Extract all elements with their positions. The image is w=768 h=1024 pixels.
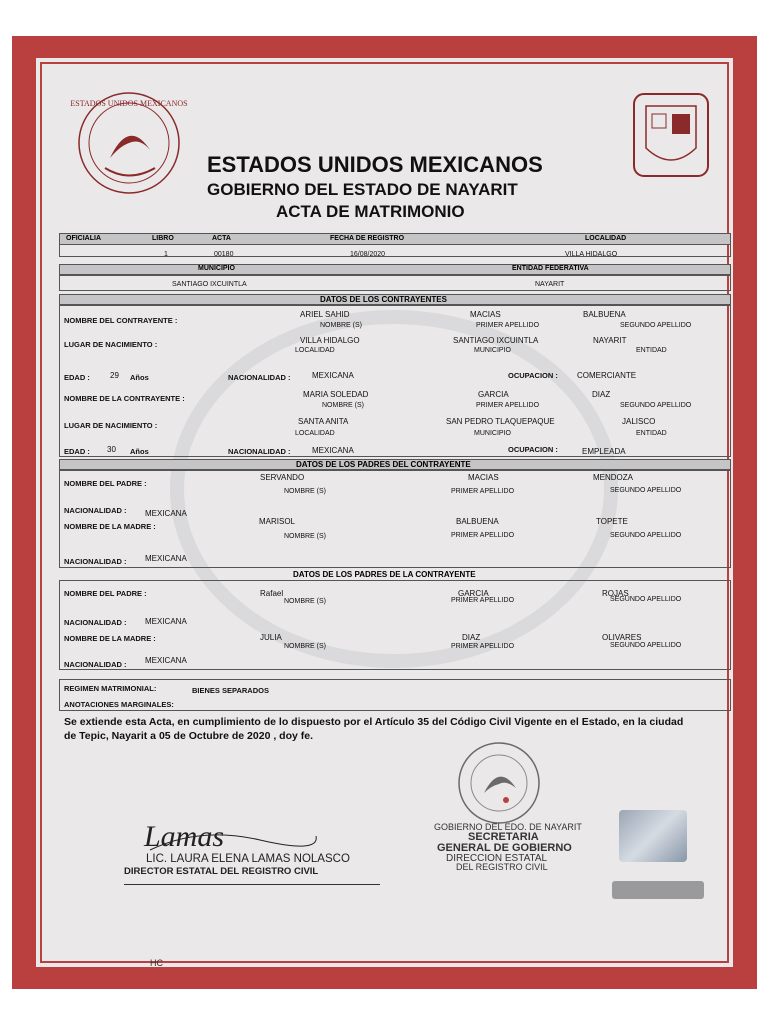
padre-el-nacionalidad: MEXICANA	[145, 509, 187, 518]
entidad-value: NAYARIT	[535, 281, 565, 288]
country-title: ESTADOS UNIDOS MEXICANOS	[207, 152, 543, 177]
madre-la-ap1: DIAZ	[462, 633, 481, 642]
la-mun-label: MUNICIPIO	[474, 430, 511, 437]
certification-line1: Se extiende esta Acta, en cumplimiento de lo dispuesto por el Artículo 35 del Código Civil Vigente en el Estado, en la ciudad	[64, 716, 684, 728]
la-nombre: MARIA SOLEDAD	[303, 390, 369, 399]
la-ap2: DIAZ	[592, 390, 611, 399]
nacionalidad-el-label: NACIONALIDAD :	[228, 373, 291, 382]
el-primer-label: PRIMER APELLIDO	[476, 322, 540, 329]
lugar-el-label: LUGAR DE NACIMIENTO :	[64, 340, 158, 349]
el-mun-label: MUNICIPIO	[474, 347, 511, 354]
madre-la-nombres-label: NOMBRE (S)	[284, 643, 326, 650]
stamp-line4: DIRECCION ESTATAL	[446, 853, 548, 864]
regimen-label: REGIMEN MATRIMONIAL:	[64, 684, 157, 693]
la-nombres-label: NOMBRE (S)	[322, 402, 364, 409]
padre-la-nombres-label: NOMBRE (S)	[284, 598, 326, 605]
stamp-line2: SECRETARIA	[468, 831, 539, 843]
la-segundo-label: SEGUNDO APELLIDO	[620, 402, 692, 409]
la-ap1: GARCIA	[478, 390, 509, 399]
libro-value: 1	[164, 251, 168, 258]
nayarit-shield-logo	[624, 88, 718, 182]
contrayentes-title: DATOS DE LOS CONTRAYENTES	[320, 295, 447, 304]
hologram-sticker	[619, 810, 687, 862]
padre-la-nombre: Rafael	[260, 589, 284, 598]
madre-el-nac-label: NACIONALIDAD :	[64, 557, 127, 566]
el-segundo-label: SEGUNDO APELLIDO	[620, 322, 692, 329]
acta-value: 00180	[214, 251, 234, 258]
padre-la-label: NOMBRE DEL PADRE :	[64, 589, 147, 598]
padre-la-ap1: GARCIA	[458, 589, 489, 598]
la-ent-label: ENTIDAD	[636, 430, 667, 437]
localidad-value: VILLA HIDALGO	[565, 251, 618, 258]
madre-el-nombre: MARISOL	[259, 517, 296, 526]
la-localidad: SANTA ANITA	[298, 417, 349, 426]
signatory-name: LIC. LAURA ELENA LAMAS NOLASCO	[146, 853, 350, 865]
el-entidad: NAYARIT	[593, 336, 627, 345]
padre-la-ap2: ROJAS	[602, 589, 629, 598]
registro-civil-seal	[444, 738, 554, 828]
madre-la-ap2: OLIVARES	[602, 633, 642, 642]
el-ent-label: ENTIDAD	[636, 347, 667, 354]
el-nombres-label: NOMBRE (S)	[320, 322, 362, 329]
madre-la-nac-label: NACIONALIDAD :	[64, 660, 127, 669]
acta-label: ACTA	[212, 235, 231, 242]
padre-el-nombre: SERVANDO	[260, 473, 305, 482]
padre-la-segundo-label: SEGUNDO APELLIDO	[610, 596, 682, 603]
certification-date: 05 de Octubre de 2020	[158, 730, 271, 742]
el-municipio: SANTIAGO IXCUINTLA	[453, 336, 539, 345]
el-ocupacion: COMERCIANTE	[577, 371, 637, 380]
padre-el-label: NOMBRE DEL PADRE :	[64, 479, 147, 488]
madre-el-nacionalidad: MEXICANA	[145, 554, 187, 563]
la-nacionalidad: MEXICANA	[312, 446, 354, 455]
entidad-label: ENTIDAD FEDERATIVA	[512, 265, 589, 272]
padres-el-title: DATOS DE LOS PADRES DEL CONTRAYENTE	[296, 460, 471, 469]
madre-el-segundo-label: SEGUNDO APELLIDO	[610, 532, 682, 539]
nombre-la-label: NOMBRE DE LA CONTRAYENTE :	[64, 394, 185, 403]
el-ap2: BALBUENA	[583, 310, 626, 319]
lugar-la-label: LUGAR DE NACIMIENTO :	[64, 421, 158, 430]
el-nombre: ARIEL SAHID	[300, 310, 350, 319]
la-municipio: SAN PEDRO TLAQUEPAQUE	[446, 417, 555, 426]
padre-el-primer-label: PRIMER APELLIDO	[451, 488, 515, 495]
stamp-line3: GENERAL DE GOBIERNO	[437, 842, 572, 854]
padre-el-ap2: MENDOZA	[593, 473, 633, 482]
padre-la-primer-label: PRIMER APELLIDO	[451, 597, 515, 604]
municipio-header-bar	[59, 264, 731, 275]
stamp-line1: GOBIERNO DEL EDO. DE NAYARIT	[434, 822, 582, 832]
redacted-folio	[612, 881, 704, 899]
signature-mark: Lamas	[144, 820, 225, 853]
fecha-value: 16/08/2020	[350, 251, 386, 258]
document-type-title: ACTA DE MATRIMONIO	[276, 202, 465, 221]
madre-el-ap2: TOPETE	[596, 517, 628, 526]
madre-la-primer-label: PRIMER APELLIDO	[451, 643, 515, 650]
footer-initials: HC	[150, 958, 163, 968]
nombre-el-label: NOMBRE DEL CONTRAYENTE :	[64, 316, 178, 325]
ocupacion-el-label: OCUPACION :	[508, 371, 558, 380]
padre-el-nombres-label: NOMBRE (S)	[284, 488, 326, 495]
svg-text:ESTADOS UNIDOS MEXICANOS: ESTADOS UNIDOS MEXICANOS	[70, 99, 188, 108]
padre-el-segundo-label: SEGUNDO APELLIDO	[610, 487, 682, 494]
madre-el-primer-label: PRIMER APELLIDO	[451, 532, 515, 539]
regimen-value: BIENES SEPARADOS	[192, 686, 269, 695]
la-primer-label: PRIMER APELLIDO	[476, 402, 540, 409]
la-entidad: JALISCO	[622, 417, 656, 426]
registry-values-row	[59, 244, 731, 257]
certification-line2b: , doy fe.	[270, 730, 314, 742]
madre-la-label: NOMBRE DE LA MADRE :	[64, 634, 156, 643]
oficialia-label: OFICIALIA	[66, 235, 101, 242]
madre-el-label: NOMBRE DE LA MADRE :	[64, 522, 156, 531]
localidad-label: LOCALIDAD	[585, 235, 627, 242]
madre-el-ap1: BALBUENA	[456, 517, 499, 526]
la-anos-label: Años	[130, 447, 149, 456]
signature-line	[124, 884, 380, 885]
certification-line2	[64, 730, 313, 742]
padre-la-nacionalidad: MEXICANA	[145, 617, 187, 626]
la-edad: 30	[107, 445, 116, 454]
municipio-label: MUNICIPIO	[198, 265, 235, 272]
madre-la-nacionalidad: MEXICANA	[145, 656, 187, 665]
madre-el-nombres-label: NOMBRE (S)	[284, 533, 326, 540]
padres-la-title: DATOS DE LOS PADRES DE LA CONTRAYENTE	[293, 570, 476, 579]
el-anos-label: Años	[130, 373, 149, 382]
certification-line2a: de Tepic, Nayarit a	[64, 730, 159, 742]
el-edad: 29	[110, 371, 119, 380]
la-ocupacion: EMPLEADA	[582, 447, 626, 456]
ocupacion-la-label: OCUPACION :	[508, 445, 558, 454]
stamp-line5: DEL REGISTRO CIVIL	[456, 862, 548, 872]
el-loc-label: LOCALIDAD	[295, 347, 335, 354]
edad-el-label: EDAD :	[64, 373, 90, 382]
madre-la-segundo-label: SEGUNDO APELLIDO	[610, 642, 682, 649]
el-ap1: MACIAS	[470, 310, 501, 319]
madre-la-nombre: JULIA	[260, 633, 282, 642]
la-loc-label: LOCALIDAD	[295, 430, 335, 437]
padre-el-ap1: MACIAS	[468, 473, 499, 482]
government-title: GOBIERNO DEL ESTADO DE NAYARIT	[207, 180, 518, 199]
municipio-value: SANTIAGO IXCUINTLA	[172, 281, 247, 288]
libro-label: LIBRO	[152, 235, 174, 242]
fecha-label: FECHA DE REGISTRO	[330, 235, 405, 242]
el-nacionalidad: MEXICANA	[312, 371, 354, 380]
mexican-coat-of-arms-logo	[70, 88, 188, 198]
municipio-values-row	[59, 275, 731, 291]
signatory-title: DIRECTOR ESTATAL DEL REGISTRO CIVIL	[124, 866, 319, 877]
nacionalidad-la-label: NACIONALIDAD :	[228, 447, 291, 456]
edad-la-label: EDAD :	[64, 447, 90, 456]
padre-la-nac-label: NACIONALIDAD :	[64, 618, 127, 627]
padre-el-nac-label: NACIONALIDAD :	[64, 506, 127, 515]
el-localidad: VILLA HIDALGO	[300, 336, 360, 345]
anotaciones-label: ANOTACIONES MARGINALES:	[64, 700, 174, 709]
